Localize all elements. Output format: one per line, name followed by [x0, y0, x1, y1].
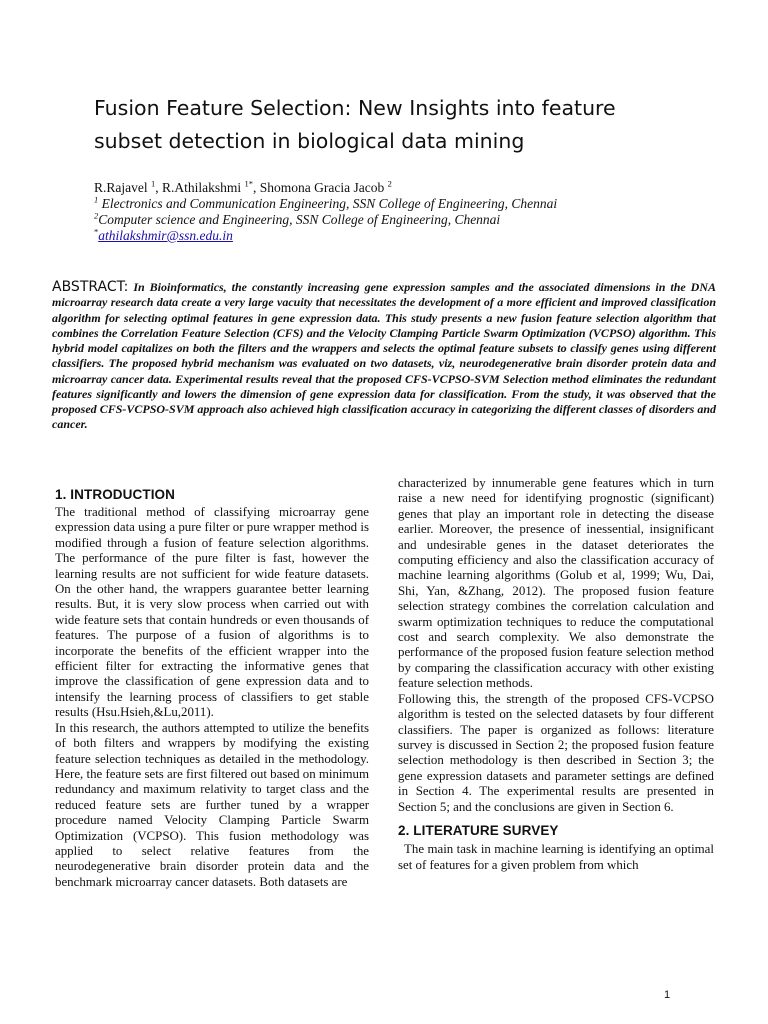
affiliation-text: Electronics and Communication Engineering, SSN College of Engineering, Chennai: [101, 196, 558, 211]
affiliation-sup: 1: [94, 194, 99, 205]
author-list: R.Rajavel $^1$, R.Athilakshmi $^{1*}$, Shomona Gracia Jacob $^2$: [94, 178, 392, 195]
author-name: Shomona Gracia Jacob: [259, 180, 385, 195]
title-line-2: subset detection in biological data mining: [94, 129, 525, 153]
intro-paragraph-2: In this research, the authors attempted to utilize the benefits of both filters and wrappers by modifying the existing feature selection techniques as detailed in the methodology. Here, the feature sets are first filtered out based on minimum redundancy and maximum relativity to target class and the reduced feature sets are further tuned by a wrapper procedure named Velocity Clamping Particle Swarm Optimization (VCPSO). This fusion methodology was applied to select relative features from the neurodegenerative brain disorder protein data and the benchmark microarray cancer datasets. Both datasets are: [55, 720, 369, 889]
author-name: R.Athilakshmi: [162, 180, 242, 195]
title-line-1: Fusion Feature Selection: New Insights into feature: [94, 96, 616, 120]
abstract-text: In Bioinformatics, the constantly increasing gene expression samples and the associated dimensions in the DNA microarray research data create a very large vacuity that necessitates the development of a more efficient and improved classification algorithm for selecting optimal features in gene expression data. This study presents a new fusion feature selection algorithm that combines the Correlation Feature Selection (CFS) and the Velocity Clamping Particle Swarm Optimization (VCPSO) algorithm. This hybrid model capitalizes on both the filters and the wrappers and selects the optimal feature subsets to classify genes using different classifiers. The proposed hybrid mechanism was evaluated on two datasets, viz, neurodegenerative brain disorder protein data and microarray cancer data. Experimental results reveal that the proposed CFS-VCPSO-SVM Selection method eliminates the redundant features significantly and lowers the dimension of gene expression data for classification. From the study, it was observed that the proposed CFS-VCPSO-SVM approach also achieved high classification accuracy in categorizing the different classes of disorders and cancer.: [52, 280, 717, 432]
affiliation-1: [94, 196, 734, 212]
left-column: [55, 487, 369, 890]
author-sup: 2: [387, 178, 392, 189]
intro-paragraph-3: characterized by innumerable gene features which in turn raise a new need for identifying prognostic (significant) genes that play an important role in detecting the disease earlier. Moreover, the presence of inessential, insignificant and undesirable genes in the dataset deteriorates the computing efficiency and also the classification accuracy of machine learning algorithms (Golub et al, 1999; Wu, Dai, Shi, Yan, &Zhang, 2012). The proposed fusion feature selection strategy combines the correlation calculation and swarm optimization techniques to reduce the computational cost and search complexity. We also demonstrate the performance of the proposed fusion feature selection method by comparing the classification accuracy with other existing feature selection methods.: [398, 476, 714, 691]
author-sup: 1: [151, 178, 156, 189]
section-heading-literature-survey: 2. LITERATURE SURVEY: [398, 822, 559, 838]
email-line: [94, 228, 734, 244]
author-name: R.Rajavel: [94, 180, 148, 195]
right-column: [398, 476, 714, 873]
affiliation-text: Computer science and Engineering, SSN College of Engineering, Chennai: [98, 212, 501, 227]
page-number: 1: [664, 989, 671, 1001]
author-block: [94, 180, 734, 244]
author-sup: 1*: [244, 178, 254, 189]
affiliation-sup: 2: [94, 210, 99, 221]
affiliation-2: [94, 212, 734, 228]
abstract: [52, 280, 716, 433]
email-sup: *: [94, 226, 99, 237]
literature-paragraph-1: The main task in machine learning is identifying an optimal set of features for a given problem from which: [398, 842, 714, 872]
paper-title: [94, 92, 714, 158]
section-heading-introduction: 1. INTRODUCTION: [55, 487, 176, 502]
intro-paragraph-4: Following this, the strength of the proposed CFS-VCPSO algorithm is tested on the selected datasets by four different classifiers. The paper is organized as follows: literature survey is discussed in Section 2; the proposed fusion feature selection methodology is then described in Section 3; the gene expression datasets and parameter settings are defined in Section 4. The experimental results are presented in Section 5; and the conclusions are given in Section 6.: [398, 691, 714, 814]
abstract-label: ABSTRACT:: [52, 279, 129, 295]
email-link[interactable]: athilakshmir@ssn.edu.in: [98, 228, 233, 243]
intro-paragraph-1: The traditional method of classifying microarray gene expression data using a pure filter or pure wrapper method is modified through a fusion of feature selection algorithms. The performance of the pure filter is fast, however the learning results are not sufficient for wide feature datasets. On the other hand, the wrappers guarantee better learning results. But, it is very slow process when carried out with wide feature sets that contain hundreds or even thousands of features. The purpose of a fusion of algorithms is to incorporate the benefits of the efficient wrapper into the efficient filter for extracting the informative genes that improve the classification of gene expression data and to intensify the learning process of classifiers to get stable results (Hsu.Hsieh,&Lu,2011).: [55, 505, 369, 720]
